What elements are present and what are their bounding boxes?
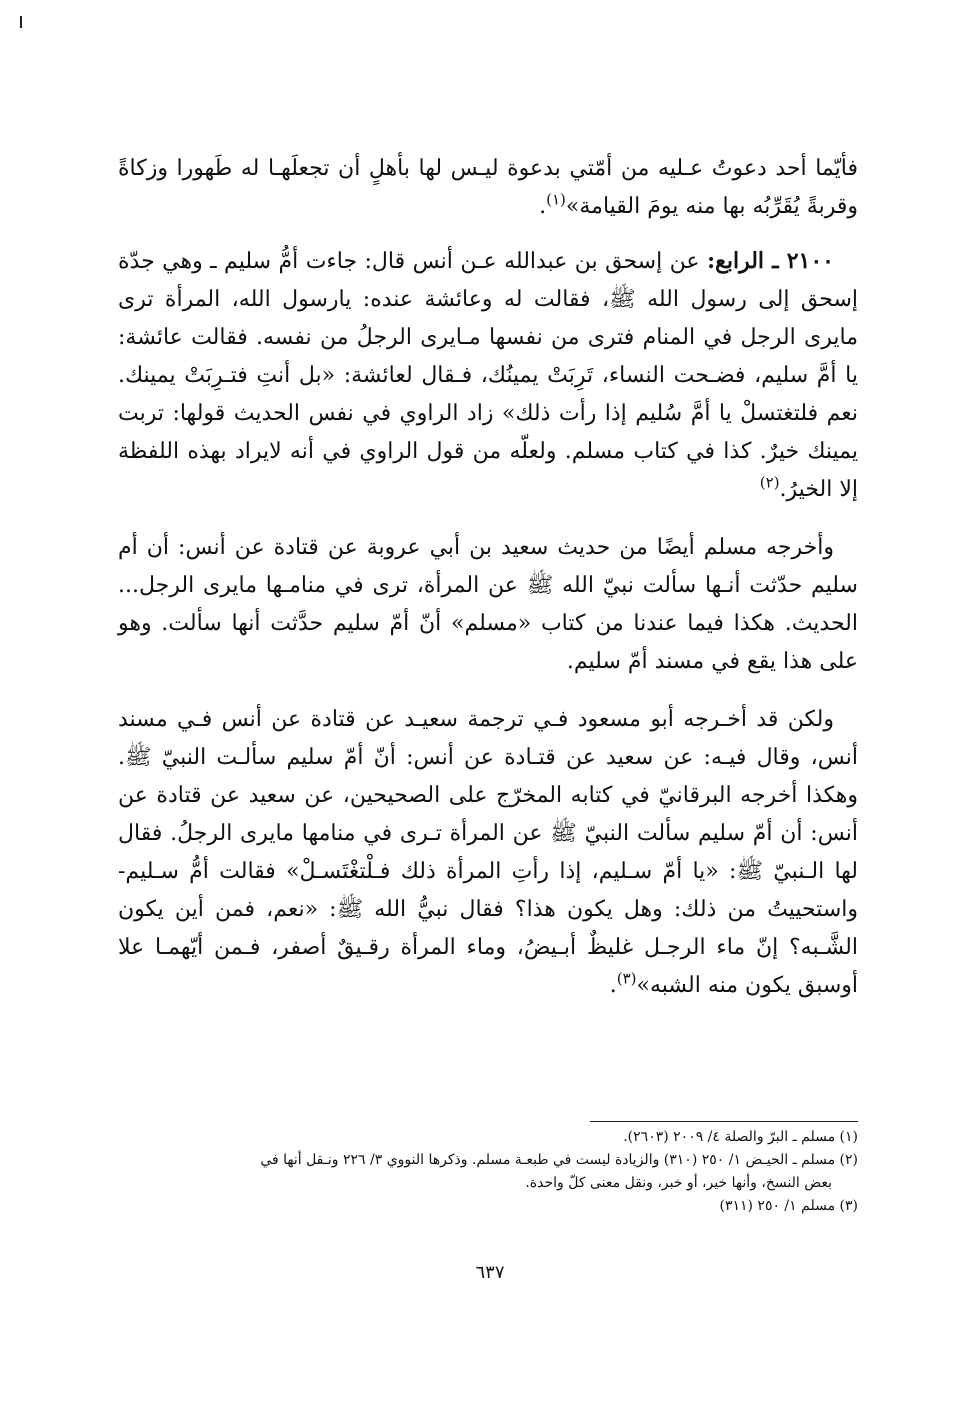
paragraph-1-end: . <box>539 194 547 219</box>
footnote-2-continuation: بعض النسخ، وأنها خير، أو خبر، ونقل معنى كلّ واحدة. <box>525 1175 832 1191</box>
footnote-1: (١) مسلم ـ البرّ والصلة ٤/ ٢٠٠٩ (٢٦٠٣). <box>623 1129 858 1145</box>
main-text <box>118 150 858 1005</box>
paragraph-1-text: فأيّما أحد دعوتُ عـليه من أمّتي بدعوة ليـس لها بأهلٍ أن تجعلَهـا له طَهورا وزكاةً وقربةً يُقَرِّبُه بها منه يومَ القيامة» <box>118 156 858 219</box>
paragraph-4 <box>118 701 858 1005</box>
footnote-ref-2[interactable]: (٢) <box>759 473 780 492</box>
scan-mark <box>20 16 22 28</box>
footnote-divider <box>590 1121 858 1122</box>
paragraph-2-text: عن إسحق بن عبدالله عـن أنس قال: جاءت أمُّ سليم ـ وهي جدّة إسحق إلى رسول الله ﷺ، فقالت له وعائشة عنده: يارسول الله، المرأة ترى مايرى الرجل في المنام فترى من نفسها مـايرى الرجلُ من نفسه. فقالت عائشة: يا أمَّ سليم، فضـحت النساء، تَرِبَتْ يمينُك، فـقال لعائشة: «بل أنتِ فتـرِبَتْ يمينك. نعم فلتغتسلْ يا أمَّ سُليم إذا رأت ذلك» زاد الراوي في نفس الحديث قولها: تربت يمينك خيرٌ. كذا في كتاب مسلم. ولعلّه من قول الراوي في أنه لايراد بهذه اللفظة إلا الخيرُ. <box>118 249 858 502</box>
paragraph-3-text: وأخرجه مسلم أيضًا من حديث سعيد بن أبي عروبة عن قتادة عن أنس: أن أم سليم حدّثت أنـها سألت نبيّ الله ﷺ عن المرأة، ترى في منامـها مايرى الرجل... الحديث. هكذا فيما عندنا من كتاب «مسلم» أنّ أمّ سليم حدَّثت أنها سألت. وهو على هذا يقع في مسند أمّ سليم. <box>118 535 858 674</box>
footnote-2: (٢) مسلم ـ الحيـض ١/ ٢٥٠ (٣١٠) والزيادة ليست في طبعـة مسلم. وذكرها النووي ٣/ ٢٢٦ ونـقل أنها في <box>260 1152 858 1168</box>
paragraph-2 <box>118 242 858 509</box>
page-number: ٦٣٧ <box>475 1262 505 1283</box>
paragraph-4-end: . <box>609 973 617 998</box>
footnote-3: (٣) مسلم ١/ ٢٥٠ (٣١١) <box>719 1198 858 1214</box>
paragraph-4-text: ولكن قد أخـرجه أبو مسعود فـي ترجمة سعيـد عن قتادة عن أنس فـي مسند أنس، وقال فيـه: عن سعيد عن قتـادة عن أنس: أنّ أمّ سليم سألـت النبيّ ﷺ. وهكذا أخرجه البرقانيّ في كتابه المخرّج على الصحيحين، عن سعيد عن قتادة عن أنس: أن أمّ سليم سألت النبيّ ﷺ عن المرأة تـرى في منامها مايرى الرجلُ. فقال لها الـنبيّ ﷺ: «يا أمّ سـليم، إذا رأتِ المرأة ذلك فـلْتغْتَسـلْ» فقالت أمُّ سـليم- واستحييتُ من ذلك: وهل يكون هذا؟ فقال نبيُّ الله ﷺ: «نعم، فمن أين يكون الشَّـبه؟ إنّ ماء الرجـل غليظٌ أبـيضُ، وماء المرأة رقـيقٌ أصفر، فـمن أيّهمـا علا أوسبق يكون منه الشبه» <box>118 707 858 998</box>
paragraph-3 <box>118 529 858 681</box>
footnotes <box>118 1126 858 1218</box>
footnote-ref-1[interactable]: (١) <box>546 190 566 209</box>
hadith-number-heading: ٢١٠٠ ـ الرابع: <box>707 248 834 274</box>
footnote-ref-3[interactable]: (٣) <box>616 969 637 988</box>
paragraph-1 <box>118 150 858 226</box>
